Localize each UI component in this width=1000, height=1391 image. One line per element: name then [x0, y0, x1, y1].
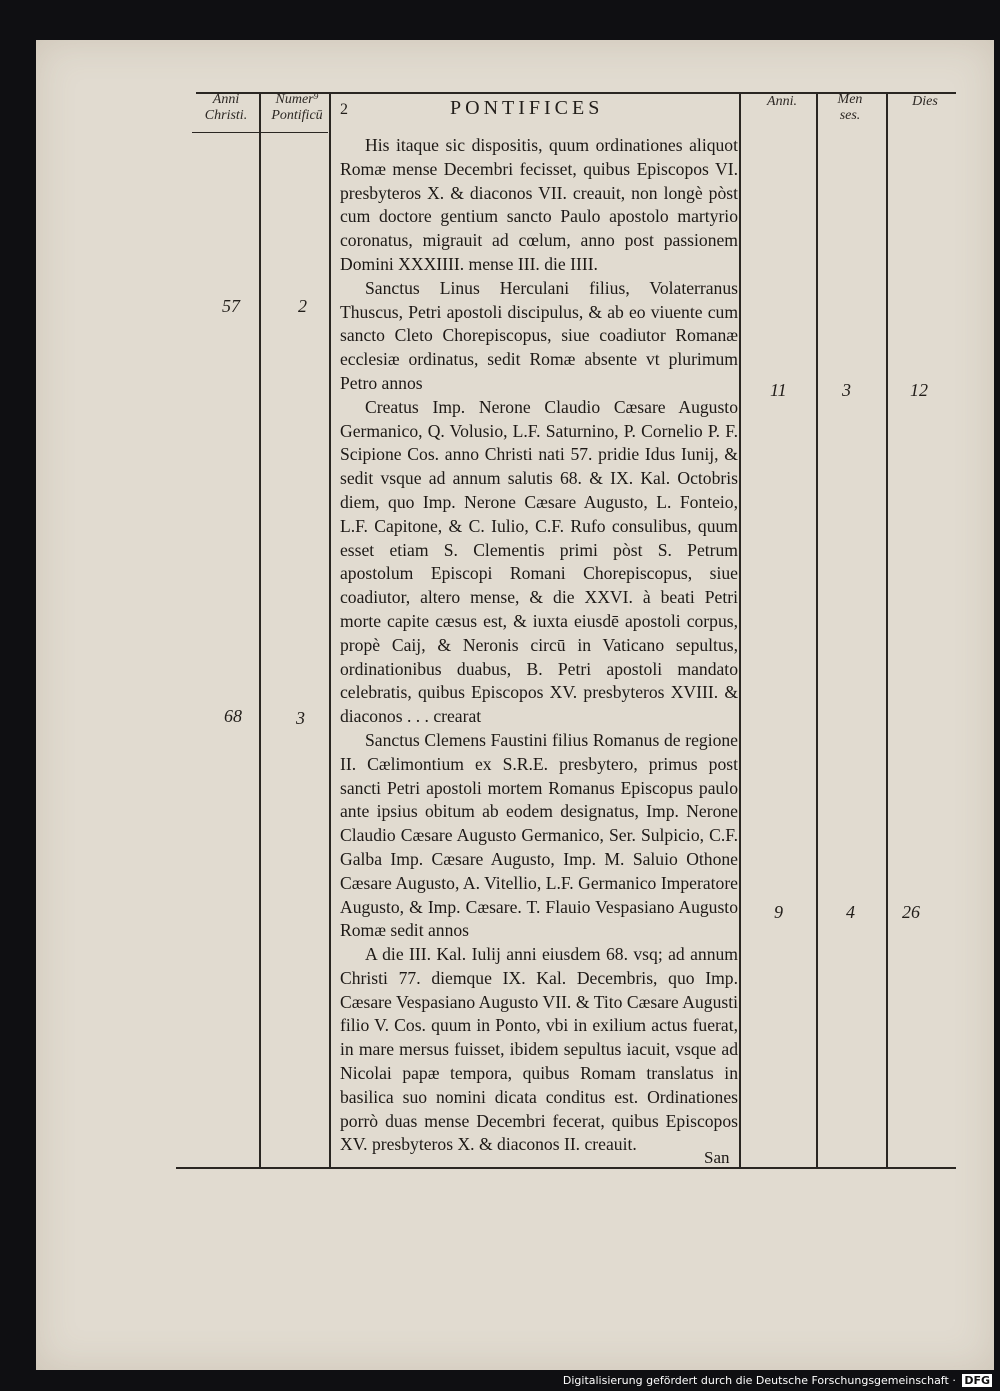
col-divider-3 — [739, 92, 741, 1167]
header-menses: Men ses. — [837, 92, 863, 123]
duration-dies-2: 26 — [902, 902, 920, 922]
catchword: San — [704, 1148, 730, 1167]
digitization-credit: Digitalisierung gefördert durch die Deutsche Forschungsgemeinschaft · DFG — [562, 1374, 990, 1387]
duration-menses-1: 3 — [842, 380, 851, 400]
credit-text: Digitalisierung gefördert durch die Deutsche Forschungsgemeinschaft — [562, 1374, 949, 1387]
duration-anni-1: 11 — [770, 380, 787, 400]
bottom-rule — [176, 1167, 956, 1169]
body-text — [340, 134, 738, 1157]
col-divider-2 — [329, 92, 331, 1167]
col-divider-1 — [259, 92, 261, 1167]
duration-menses-2: 4 — [846, 902, 855, 922]
header-anni: Anni. — [767, 94, 797, 109]
paragraph: Sanctus Clemens Faustini filius Romanus de regione II. Cælimontium ex S.R.E. presbytero, primus post sancti Petri apostoli mortem Romanus Episcopus paulo ante ipsius obitum ab eodem designatus, Imp. Nerone Claudio Cæsare Augusto Germanico, Ser. Sulpicio, C.F. Galba Imp. Cæsare Augusto, Imp. M. Saluio Othone Cæsare Augusto, A. Vitellio, L.F. Germanico Imperatore Augusto, & Imp. Cæsare. T. Flauio Vespasiano Augusto Romæ sedit annos — [340, 729, 738, 941]
col-divider-4 — [816, 92, 818, 1167]
numerus-3: 3 — [296, 708, 305, 728]
paragraph: A die III. Kal. Iulij anni eiusdem 68. vsq; ad annum Christi 77. diemque IX. Kal. Decembris, quo Imp. Cæsare Vespasiano Augusto VII. & Tito Cæsare Augusti filio V. Cos. quum in Ponto, vbi in exilium actus fuerat, in mare mersus fuisset, ibidem sepultus iacuit, vsque ad Nicolai papæ tempora, quibus Romam translatus in basilica suo nomini dicata conditus est. Ordinationes porrò duas mense Decembri fecerat, quibus Episcopos XV. presbyteros X. & diaconos II. creauit. — [340, 944, 738, 1155]
duration-anni-2: 9 — [774, 902, 783, 922]
duration-dies-1: 12 — [910, 380, 928, 400]
page-number: 2 — [340, 101, 348, 118]
header-anni-christi: Anni Christi. — [204, 92, 248, 123]
header-dies: Dies — [912, 94, 938, 109]
header-numerus-pontificum: Numer⁹ Pontificū — [271, 92, 323, 123]
anni-christi-57: 57 — [222, 296, 240, 316]
dfg-logo: DFG — [964, 1374, 990, 1387]
anni-christi-68: 68 — [224, 706, 242, 726]
page-title: PONTIFICES — [450, 97, 604, 119]
col-divider-5 — [886, 92, 888, 1167]
numerus-2: 2 — [298, 296, 307, 316]
paragraph: Creatus Imp. Nerone Claudio Cæsare Augusto Germanico, Q. Volusio, L.F. Saturnino, P. Cornelio P. F. Scipione Cos. anno Christi nati 57. pridie Idus Iunij, & sedit vsque ad annum salutis 68. & IX. Kal. Octobris diem, quo Imp. Nerone Cæsare Augusto, L. Fonteio, L.F. Capitone, & C. Iulio, C.F. Rufo consulibus, quum esset etiam S. Clementis primi pòst S. Petrum apostolum Episcopi Romani Chorepiscopus, siue coadiutor, altero mense, & die XXVI. à beati Petri morte capite cæsus est, & iuxta eiusdē apostoli corpus, propè Caij, & Neronis circū in Vaticano sepultus, ordinationibus duabus, B. Petri apostoli mandato celebratis, quibus Episcopos XV. presbyteros XVIII. & diaconos . . . crearat — [340, 396, 738, 727]
paragraph: Sanctus Linus Herculani filius, Volaterranus Thuscus, Petri apostoli discipulus, & ab eo viuente cum sancto Cleto Chorepiscopus, siue coadiutor Romanæ ecclesiæ ordinatus, sedit Romæ absente vt plurimum Petro annos — [340, 277, 738, 393]
paragraph: His itaque sic dispositis, quum ordinationes aliquot Romæ mense Decembri fecisset, quibus Episcopos VI. presbyteros X. & diaconos VII. creauit, non longè pòst cum doctore gentium sancto Paulo apostolo martyrio coronatus, migrauit ad cœlum, anno post passionem Domini XXXIIII. mense III. die IIII. — [340, 135, 738, 274]
